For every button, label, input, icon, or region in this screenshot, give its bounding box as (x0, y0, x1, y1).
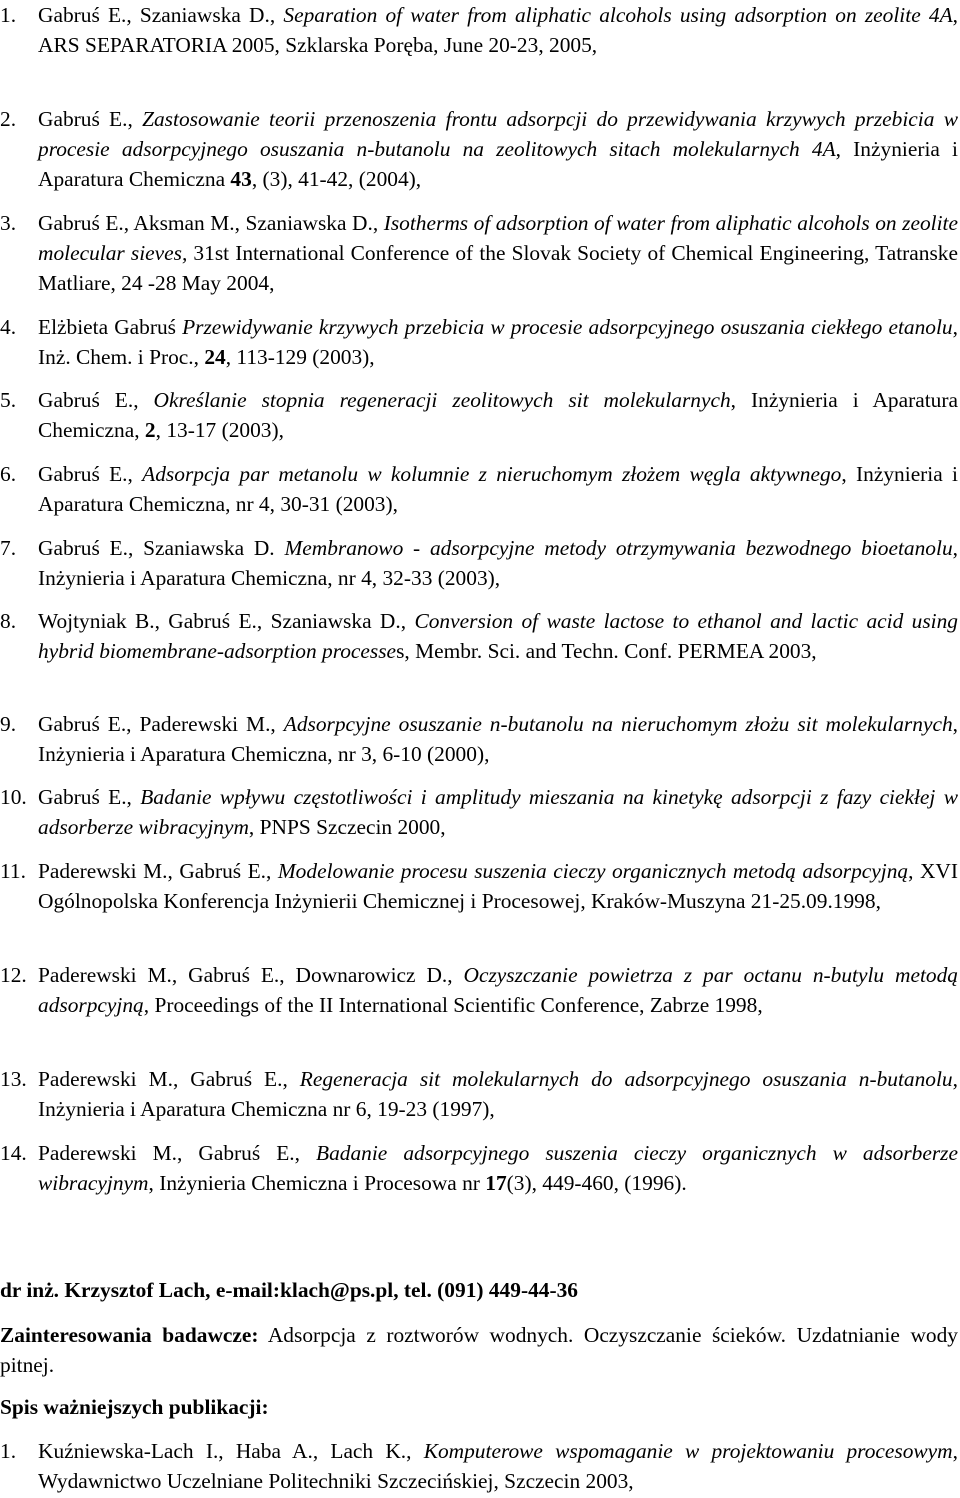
text-segment: Gabruś E., Szaniawska D., (38, 3, 284, 27)
reference-item (0, 385, 958, 445)
reference-item (0, 856, 958, 916)
title-segment: Badanie wpływu częstotliwości i amplitudy mieszania na kinetykę adsorpcji z fazy ciekłej w adsorberze wibracyjnym (38, 785, 958, 839)
text-segment: Wojtyniak B., Gabruś E., Szaniawska D., (38, 609, 415, 633)
publications-heading: Spis ważniejszych publikacji: (0, 1395, 269, 1419)
reference-number: 1. (0, 3, 17, 27)
reference-text (38, 104, 958, 194)
reference-item (0, 782, 958, 842)
reference-item (0, 1138, 958, 1198)
text-segment: , Inżynieria i Aparatura Chemiczna, nr 3, 6-10 (2000), (38, 712, 958, 766)
reference-text (38, 312, 958, 372)
text-segment: Paderewski M., Gabruś E., (38, 1141, 317, 1165)
reference-text (38, 709, 958, 769)
reference-number: 10. (0, 785, 27, 809)
title-segment: Conversion of waste lactose to ethanol and lactic acid using hybrid biomembrane-adsorption processe (38, 609, 959, 663)
reference-number: 8. (0, 609, 17, 633)
text-segment: , Inż. Chem. i Proc., (38, 315, 958, 369)
text-segment: , Inżynieria Chemiczna i Procesowa nr (148, 1171, 486, 1195)
reference-item (0, 459, 958, 519)
text-segment: , Inżynieria i Aparatura Chemiczna nr 6, 19-23 (1997), (38, 1067, 958, 1121)
reference-text (38, 1064, 958, 1124)
reference-number: 11. (0, 859, 26, 883)
research-interests-label: Zainteresowania badawcze: (0, 1323, 259, 1347)
title-segment: Adsorpcja par metanolu w kolumnie z nieruchomym złożem węgla aktywnego (142, 462, 842, 486)
title-segment: Membranowo - adsorpcyjne metody otrzymywania bezwodnego bioetanolu (284, 536, 953, 560)
text-segment: , (3), 41-42, (2004), (251, 167, 422, 191)
text-segment: , Wydawnictwo Uczelniane Politechniki Szczecińskiej, Szczecin 2003, (38, 1439, 958, 1493)
text-segment: Paderewski M., Gabruś E., (38, 859, 278, 883)
title-segment: Modelowanie procesu suszenia cieczy organicznych metodą adsorpcyjną (277, 859, 909, 883)
text-segment: Elżbieta Gabruś (38, 315, 183, 339)
text-segment: Paderewski M., Gabruś E., (38, 1067, 300, 1091)
reference-number: 4. (0, 315, 17, 339)
reference-text (38, 533, 958, 593)
text-segment: 31st International Conference of the Slovak Society of Chemical Engineering, Tatranske Matliare, 24 -28 May 2004, (38, 241, 958, 295)
reference-number: 14. (0, 1141, 27, 1165)
reference-item (0, 208, 958, 298)
reference-text (38, 856, 958, 916)
text-segment: s, Membr. Sci. and Techn. Conf. PERMEA 2003, (396, 639, 817, 663)
text-segment: Gabruś E., (38, 462, 143, 486)
text-segment: , Inżynieria i Aparatura Chemiczna, nr 4, 32-33 (2003), (38, 536, 958, 590)
text-segment: 24 (204, 345, 226, 369)
title-segment: Określanie stopnia regeneracji zeolitowych sit molekularnych (153, 388, 731, 412)
reference-number: 13. (0, 1067, 27, 1091)
reference-item (0, 709, 958, 769)
title-segment: Adsorpcyjne osuszanie n-butanolu na nieruchomym złożu sit molekularnych (283, 712, 953, 736)
research-interests (0, 1320, 958, 1380)
publication-item (0, 1436, 958, 1496)
text-segment: Gabruś E., (38, 388, 154, 412)
text-segment: , XVI Ogólnopolska Konferencja Inżynierii Chemicznej i Procesowej, Kraków-Muszyna 21-25.09.1998, (38, 859, 958, 913)
text-segment: , Proceedings of the II International Scientific Conference, Zabrze 1998, (143, 993, 763, 1017)
reference-item (0, 312, 958, 372)
text-segment: , ARS SEPARATORIA 2005, Szklarska Poręba, June 20-23, 2005, (38, 3, 958, 57)
title-segment: Isotherms of adsorption of water from aliphatic alcohols on zeolite molecular sieves, (38, 211, 958, 265)
text-segment: Kuźniewska-Lach I., Haba A., Lach K., (38, 1439, 424, 1463)
reference-item (0, 1064, 958, 1124)
reference-text (38, 960, 958, 1020)
reference-number: 3. (0, 211, 17, 235)
text-segment: , 113-129 (2003), (225, 345, 375, 369)
publication-text (38, 1436, 958, 1496)
reference-number: 7. (0, 536, 17, 560)
title-segment: Zastosowanie teorii przenoszenia frontu adsorpcji do przewidywania krzywych przebicia w procesie adsorpcyjnego osuszania n-butanolu na zeolitowych sitach molekularnych 4A (38, 107, 958, 161)
reference-number: 5. (0, 388, 17, 412)
title-segment: Regeneracja sit molekularnych do adsorpcyjnego osuszania n-butanolu (299, 1067, 953, 1091)
text-segment: Gabruś E., Szaniawska D. (38, 536, 285, 560)
text-segment: , PNPS Szczecin 2000, (248, 815, 446, 839)
reference-text (38, 0, 958, 60)
reference-item (0, 0, 958, 60)
title-segment: Przewidywanie krzywych przebicia w procesie adsorpcyjnego osuszania ciekłego etanolu (182, 315, 953, 339)
text-segment: , Inżynieria i Aparatura Chemiczna (38, 137, 959, 191)
publication-number: 1. (0, 1439, 17, 1463)
reference-text (38, 385, 958, 445)
text-segment: Paderewski M., Gabruś E., Downarowicz D., (38, 963, 464, 987)
research-interests-text: Adsorpcja z roztworów wodnych. Oczyszczanie ścieków. Uzdatnianie wody pitnej. (0, 1323, 958, 1377)
reference-text (38, 208, 958, 298)
reference-text (38, 782, 958, 842)
reference-number: 12. (0, 963, 27, 987)
reference-number: 9. (0, 712, 17, 736)
text-segment: 17 (485, 1171, 507, 1195)
text-segment: Gabruś E., (38, 785, 141, 809)
text-segment: Gabruś E., (38, 107, 143, 131)
text-segment: , Inżynieria i Aparatura Chemiczna, nr 4, 30-31 (2003), (38, 462, 958, 516)
text-segment: Gabruś E., Paderewski M., (38, 712, 284, 736)
reference-item (0, 104, 958, 194)
title-segment: Komputerowe wspomaganie w projektowaniu procesowym (423, 1439, 953, 1463)
title-segment: Separation of water from aliphatic alcohols using adsorption on zeolite 4A (283, 3, 953, 27)
contact-line: dr inż. Krzysztof Lach, e-mail:klach@ps.pl, tel. (091) 449-44-36 (0, 1278, 578, 1302)
title-segment: Oczyszczanie powietrza z par octanu n-butylu metodą adsorpcyjną (38, 963, 958, 1017)
text-segment: (3), 449-460, (1996). (506, 1171, 687, 1195)
reference-item (0, 960, 958, 1020)
reference-item (0, 533, 958, 593)
reference-number: 6. (0, 462, 17, 486)
reference-number: 2. (0, 107, 17, 131)
text-segment: , Inżynieria i Aparatura Chemiczna, (38, 388, 958, 442)
reference-text (38, 606, 958, 666)
text-segment: 43 (230, 167, 252, 191)
text-segment: 2 (144, 418, 156, 442)
reference-text (38, 1138, 958, 1198)
reference-text (38, 459, 958, 519)
text-segment: , 13-17 (2003), (155, 418, 284, 442)
title-segment: Badanie adsorpcyjnego suszenia cieczy organicznych w adsorberze wibracyjnym (38, 1141, 958, 1195)
reference-item (0, 606, 958, 666)
text-segment: Gabruś E., Aksman M., Szaniawska D., (38, 211, 384, 235)
